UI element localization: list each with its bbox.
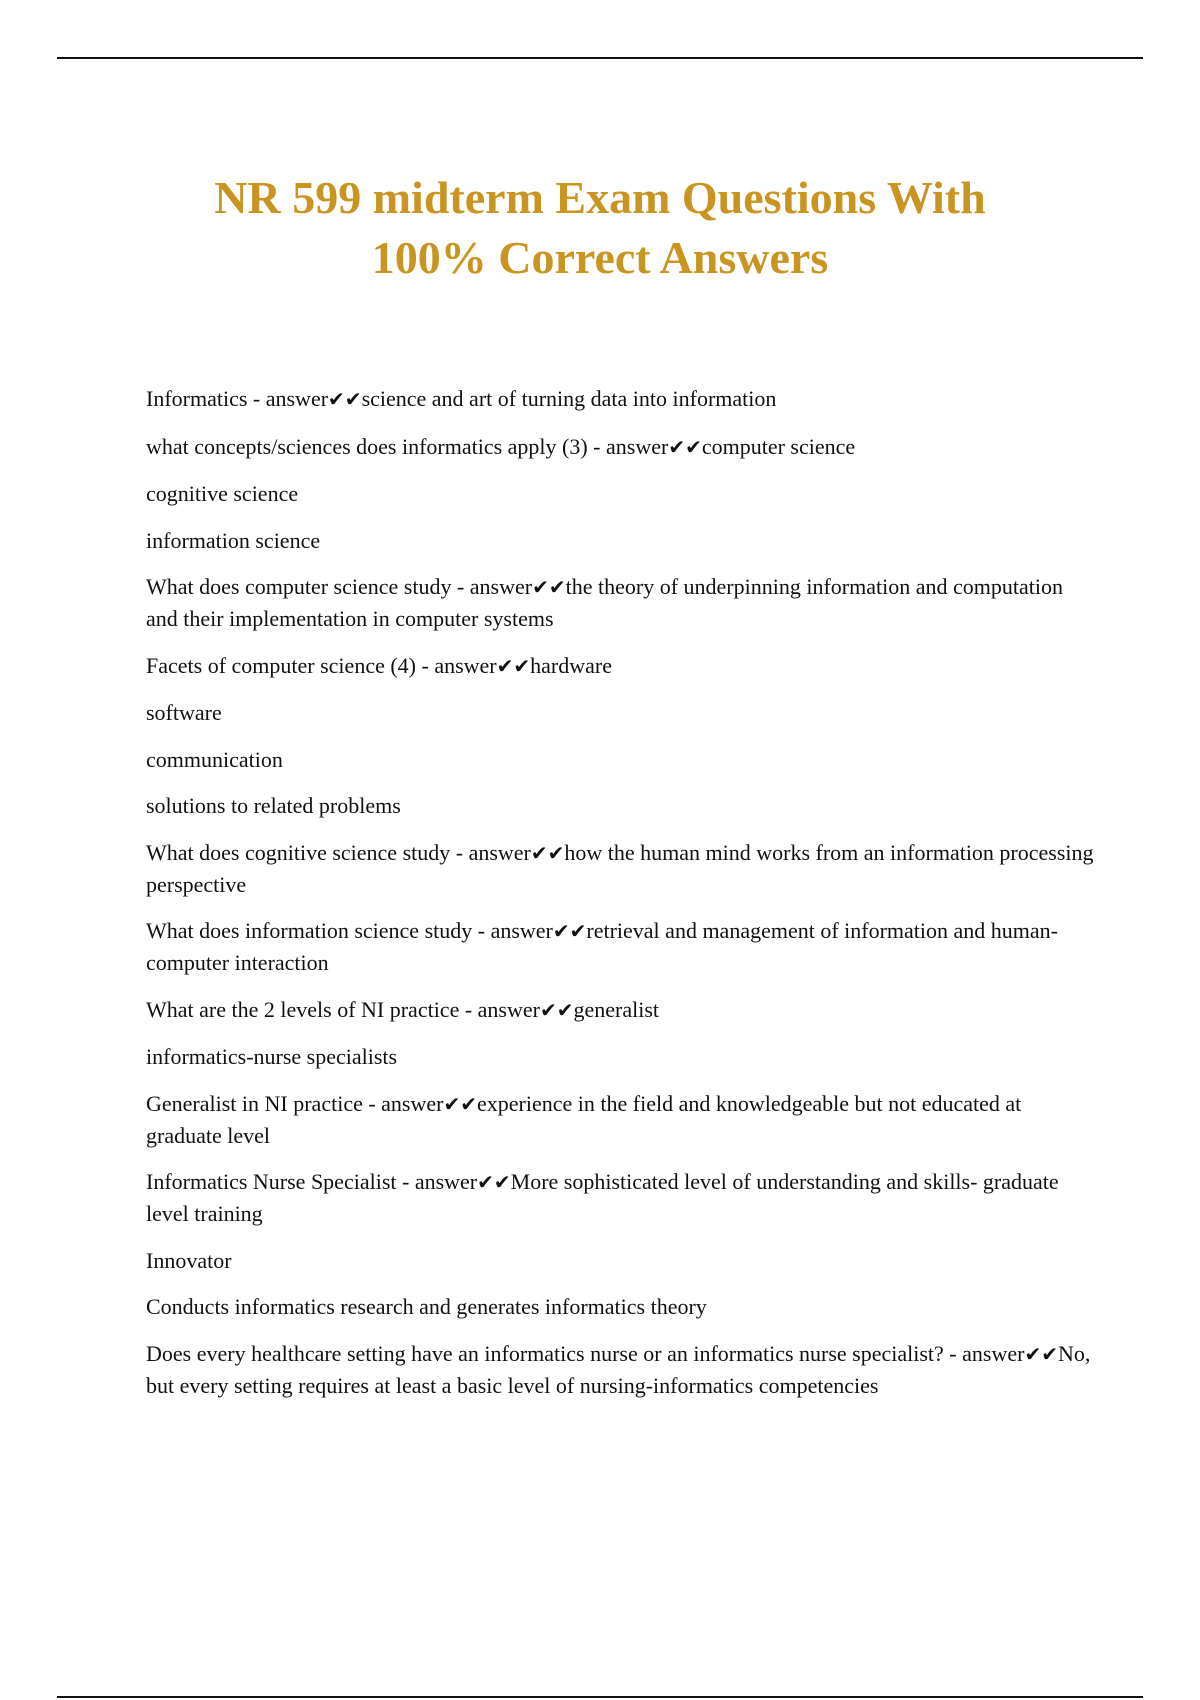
title-line-1: NR 599 midterm Exam Questions With (214, 172, 986, 223)
answer-text: how the human mind works from an information processing perspective (146, 839, 1094, 897)
answer-text: generalist (573, 996, 660, 1022)
answer-continuation: information science (146, 527, 321, 553)
title-line-2: 100% Correct Answers (371, 232, 829, 283)
answer-continuation: communication (146, 746, 283, 772)
check-icon: ✔✔ (1024, 1341, 1058, 1366)
qa-item (146, 571, 1096, 634)
check-icon: ✔✔ (496, 653, 531, 678)
question-text: Informatics - answer (146, 386, 329, 411)
question-text: Generalist in NI practice - answer (146, 1090, 444, 1116)
qa-item (146, 431, 1096, 463)
answer-text: No, but every setting requires at least a basic level of nursing-informatics competencies (146, 1340, 1091, 1398)
answer-text: experience in the field and knowledgeable but not educated at graduate level (146, 1090, 1022, 1148)
check-icon: ✔✔ (668, 434, 702, 459)
qa-item (146, 915, 1096, 978)
qa-item (146, 994, 1096, 1026)
question-text: What does information science study - answer (146, 918, 553, 943)
answer-text: science and art of turning data into information (361, 386, 777, 411)
qa-item (146, 650, 1096, 682)
check-icon: ✔✔ (530, 840, 565, 865)
question-text: Does every healthcare setting have an informatics nurse or an informatics nurse specialist? - answer (146, 1340, 1025, 1366)
qa-item (146, 1166, 1096, 1229)
answer-continuation: Innovator (146, 1247, 232, 1273)
qa-item (146, 837, 1096, 900)
check-icon: ✔✔ (552, 919, 587, 943)
qa-item (146, 1338, 1096, 1401)
bottom-rule (57, 1696, 1143, 1698)
qa-list (146, 383, 1096, 1416)
answer-text: retrieval and management of information and human-computer interaction (146, 918, 1058, 975)
question-text: What does cognitive science study - answer (146, 839, 531, 865)
answer-text: hardware (530, 652, 612, 678)
answer-continuation: informatics-nurse specialists (146, 1044, 398, 1069)
qa-item (146, 1088, 1096, 1151)
check-icon: ✔✔ (539, 997, 574, 1022)
answer-text: the theory of underpinning information and computation and their implementation in computer systems (146, 574, 1063, 631)
answer-text: More sophisticated level of understanding and skills- graduate level training (146, 1169, 1059, 1226)
question-text: What does computer science study - answer (146, 574, 533, 599)
answer-continuation: Conducts informatics research and generates informatics theory (146, 1294, 707, 1319)
qa-item (146, 383, 1096, 415)
answer-continuation: solutions to related problems (146, 793, 401, 818)
answer-text: computer science (701, 433, 856, 459)
document-title (140, 168, 1060, 288)
question-text: what concepts/sciences does informatics apply (3) - answer (146, 433, 669, 459)
check-icon: ✔✔ (532, 575, 566, 599)
answer-continuation: software (146, 700, 222, 725)
question-text: Facets of computer science (4) - answer (146, 652, 497, 678)
answer-continuation: cognitive science (146, 481, 299, 506)
top-rule (57, 57, 1143, 59)
check-icon: ✔✔ (328, 387, 362, 411)
question-text: What are the 2 levels of NI practice - answer (146, 996, 540, 1022)
question-text: Informatics Nurse Specialist - answer (146, 1169, 478, 1194)
check-icon: ✔✔ (443, 1091, 477, 1116)
check-icon: ✔✔ (477, 1170, 511, 1194)
